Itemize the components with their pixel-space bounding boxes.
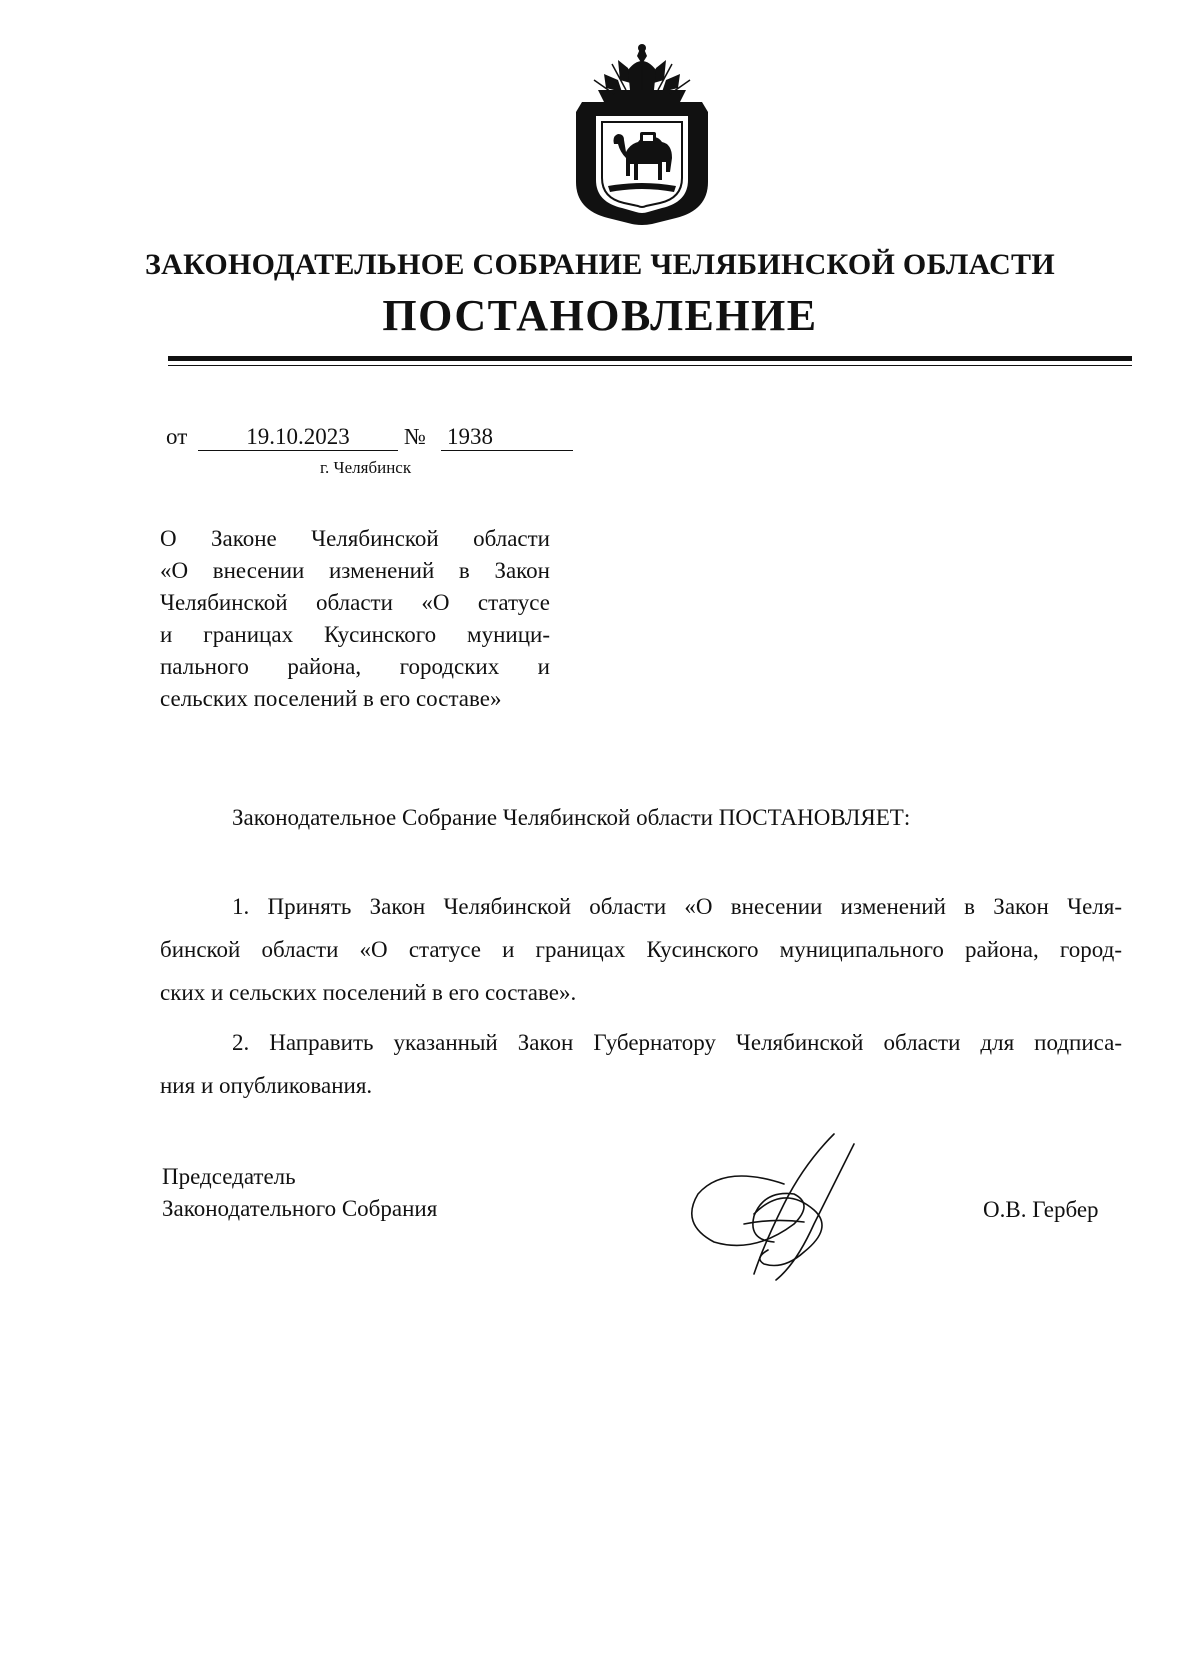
date-prefix-label: от bbox=[166, 424, 188, 449]
subject-line: «О внесении изменений в Закон bbox=[160, 558, 550, 583]
document-subject bbox=[160, 523, 550, 715]
clause-line: 1. Принять Закон Челябинской области «О внесении изменений в Закон Челя- bbox=[232, 894, 1122, 919]
document-number: 1938 bbox=[441, 424, 573, 451]
subject-line: сельских поселений в его составе» bbox=[160, 686, 502, 711]
subject-line: О Законе Челябинской области bbox=[160, 526, 550, 551]
resolution-clauses bbox=[160, 885, 1122, 1107]
header-rule-thick bbox=[168, 356, 1132, 361]
signer-position-line: Законодательного Собрания bbox=[162, 1196, 438, 1221]
subject-line: и границах Кусинского муници- bbox=[160, 622, 550, 647]
clause-line: ских и сельских поселений в его составе». bbox=[160, 980, 577, 1005]
city-label: г. Челябинск bbox=[320, 458, 412, 477]
organization-title: ЗАКОНОДАТЕЛЬНОЕ СОБРАНИЕ ЧЕЛЯБИНСКОЙ ОБЛАСТИ bbox=[145, 248, 1055, 281]
clause-line: ния и опубликования. bbox=[160, 1073, 373, 1098]
clause-1 bbox=[160, 885, 1122, 1014]
clause-line: бинской области «О статусе и границах Кусинского муниципального района, город- bbox=[160, 937, 1122, 962]
number-label: № bbox=[404, 424, 426, 449]
signer-position bbox=[162, 1161, 437, 1225]
document-date: 19.10.2023 bbox=[198, 424, 398, 451]
resolution-preamble: Законодательное Собрание Челябинской области ПОСТАНОВЛЯЕТ: bbox=[232, 805, 911, 830]
coat-of-arms-emblem bbox=[568, 40, 716, 226]
subject-line: пального района, городских и bbox=[160, 654, 550, 679]
clause-2 bbox=[160, 1021, 1122, 1107]
document-type-title: ПОСТАНОВЛЕНИЕ bbox=[382, 291, 818, 340]
header-rule-thin bbox=[168, 365, 1132, 366]
signer-position-line: Председатель bbox=[162, 1164, 296, 1189]
subject-line: Челябинской области «О статусе bbox=[160, 590, 550, 615]
clause-line: 2. Направить указанный Закон Губернатору Челябинской области для подписа- bbox=[232, 1030, 1122, 1055]
handwritten-signature bbox=[684, 1124, 894, 1282]
signer-name: О.В. Гербер bbox=[983, 1197, 1099, 1222]
